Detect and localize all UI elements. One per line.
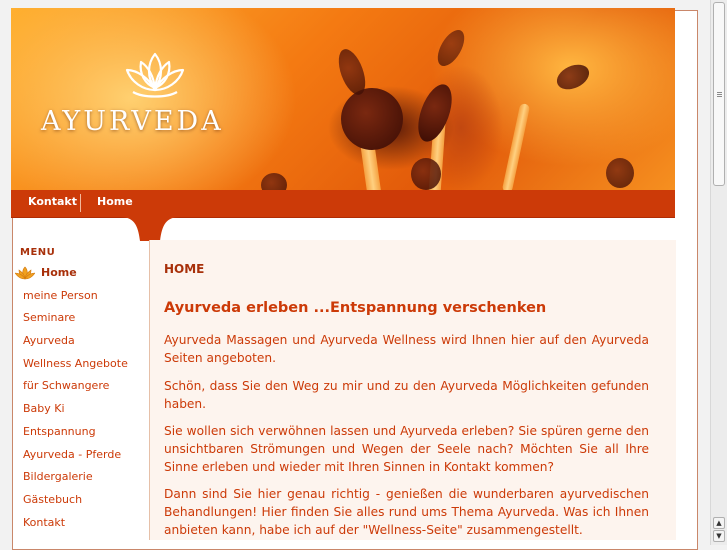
sidebar-item-fuer-schwangere[interactable]: für Schwangere [23, 379, 110, 393]
sidebar-item-ayurveda-pferde[interactable]: Ayurveda - Pferde [23, 447, 122, 461]
sidebar-item-seminare[interactable]: Seminare [23, 311, 76, 325]
thumb-grip [717, 96, 722, 97]
scrollbar-thumb[interactable] [713, 2, 725, 186]
main-content [149, 240, 676, 540]
sidebar-item-ayurveda[interactable]: Ayurveda [23, 334, 75, 348]
thumb-grip [717, 92, 722, 93]
flower-anther [432, 26, 469, 71]
content-title: Ayurveda erleben ...Entspannung verschenken [164, 300, 547, 316]
sidebar-item-label: Home [41, 266, 77, 279]
nav-divider [80, 194, 81, 212]
page-heading: HOME [164, 262, 205, 276]
sidebar-item-bildergalerie[interactable]: Bildergalerie [23, 470, 93, 484]
content-paragraph: Schön, dass Sie den Weg zu mir und zu den Ayurveda Möglichkeiten gefunden haben. [164, 379, 649, 411]
down-arrow-icon[interactable]: ▼ [713, 530, 725, 542]
sidebar-item-baby-ki[interactable]: Baby Ki [23, 402, 65, 416]
flower-anther [261, 173, 287, 190]
sidebar-item-meine-person[interactable]: meine Person [23, 288, 98, 302]
vertical-scrollbar[interactable] [710, 0, 727, 545]
thumb-grip [717, 94, 722, 95]
lotus-bullet-icon [15, 266, 35, 281]
flower-anther [341, 88, 403, 150]
sidebar-item-gaestebuch[interactable]: Gästebuch [23, 492, 83, 506]
up-arrow-icon[interactable]: ▲ [713, 517, 725, 529]
nav-notch-decoration [120, 217, 180, 241]
flower-anther [411, 158, 441, 190]
content-paragraph: Sie wollen sich verwöhnen lassen und Ayurveda erleben? Sie spüren gerne den unsichtbaren Strömungen und Wegen der Seele nach? Möchten Sie all Ihre Sinne erleben und wieder mit Ihren Sinnen in Kontakt kommen? [164, 424, 649, 474]
menu-title: MENU [20, 247, 56, 258]
nav-item-kontakt[interactable]: Kontakt [28, 195, 77, 208]
flower-anther [412, 80, 459, 146]
flower-filament [502, 103, 530, 190]
sidebar-item-home[interactable] [11, 262, 147, 285]
nav-item-home[interactable]: Home [97, 195, 133, 208]
logo-text: AYURVEDA [41, 106, 224, 137]
lotus-logo-icon [123, 48, 187, 102]
flower-anther [553, 60, 593, 94]
sidebar-item-entspannung[interactable]: Entspannung [23, 424, 96, 438]
flower-anther [606, 158, 634, 188]
content-paragraph: Ayurveda Massagen und Ayurveda Wellness wird Ihnen hier auf den Ayurveda Seiten angeboten. [164, 333, 649, 365]
header-banner [11, 8, 675, 190]
sidebar-menu [11, 262, 147, 534]
top-navbar [11, 190, 675, 218]
sidebar-item-wellness-angebote[interactable]: Wellness Angebote [23, 356, 128, 370]
sidebar-item-kontakt[interactable]: Kontakt [23, 515, 66, 529]
content-paragraph: Dann sind Sie hier genau richtig - genießen die wunderbaren ayurvedischen Behandlungen! Hier finden Sie alles rund ums Thema Ayurveda. Was ich Ihnen anbieten kann, habe ich auf der "Wellness-Seite" zusammengestellt. [164, 487, 649, 537]
